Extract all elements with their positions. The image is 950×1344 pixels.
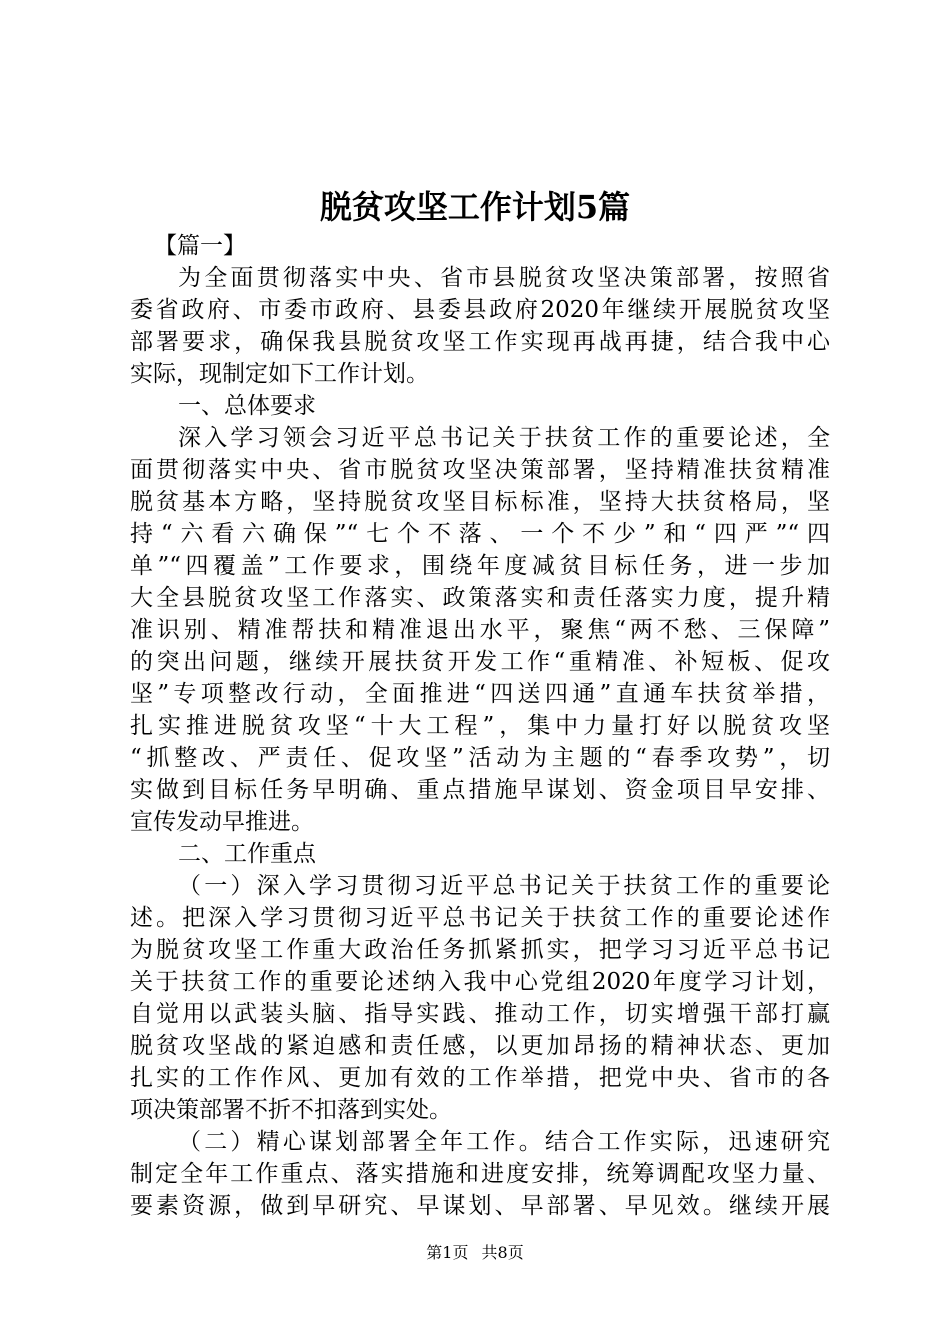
text-line: （一）深入学习贯彻习近平总书记关于扶贫工作的重要论 — [178, 873, 830, 899]
text-line: 二、工作重点 — [178, 841, 316, 867]
text-line: 单”“四覆盖”工作要求，围绕年度减贫目标任务，进一步加 — [130, 553, 830, 579]
text-line: 【篇一】 — [154, 233, 246, 259]
text-line: 大全县脱贫攻坚工作落实、政策落实和责任落实力度，提升精 — [130, 585, 830, 611]
text-line: 实做到目标任务早明确、重点措施早谋划、资金项目早安排、 — [130, 777, 830, 803]
document-body — [130, 230, 830, 1222]
page-number: 第1页 — [426, 1243, 469, 1262]
text-line: （二）精心谋划部署全年工作。结合工作实际，迅速研究 — [178, 1129, 830, 1155]
text-line: 的突出问题，继续开展扶贫开发工作“重精准、补短板、促攻 — [130, 649, 830, 675]
text-line: 要素资源，做到早研究、早谋划、早部署、早见效。继续开展 — [130, 1193, 830, 1219]
text-line: “抓整改、严责任、促攻坚”活动为主题的“春季攻势”，切 — [130, 745, 830, 771]
page-total: 共8页 — [481, 1243, 524, 1262]
text-line: 为脱贫攻坚工作重大政治任务抓紧抓实，把学习习近平总书记 — [130, 937, 830, 963]
page-footer — [0, 1242, 950, 1264]
text-line: 坚”专项整改行动，全面推进“四送四通”直通车扶贫举措， — [130, 681, 830, 707]
document-title: 脱贫攻坚工作计划5篇 — [319, 188, 631, 226]
text-line: 准识别、精准帮扶和精准退出水平，聚焦“两不愁、三保障” — [130, 617, 830, 643]
text-line: 面贯彻落实中央、省市脱贫攻坚决策部署，坚持精准扶贫精准 — [130, 457, 830, 483]
text-line: 扎实推进脱贫攻坚“十大工程”，集中力量打好以脱贫攻坚 — [130, 713, 830, 739]
text-line: 为全面贯彻落实中央、省市县脱贫攻坚决策部署，按照省 — [178, 265, 830, 291]
text-line: 关于扶贫工作的重要论述纳入我中心党组2020年度学习计划， — [130, 969, 830, 995]
text-line: 扎实的工作作风、更加有效的工作举措，把党中央、省市的各 — [130, 1065, 830, 1091]
text-line: 宣传发动早推进。 — [130, 809, 314, 835]
text-line: 深入学习领会习近平总书记关于扶贫工作的重要论述，全 — [178, 425, 830, 451]
text-line: 一、总体要求 — [178, 393, 316, 419]
text-line: 委省政府、市委市政府、县委县政府2020年继续开展脱贫攻坚 — [130, 297, 830, 323]
text-line: 自觉用以武装头脑、指导实践、推动工作，切实增强干部打赢 — [130, 1001, 830, 1027]
text-line: 制定全年工作重点、落实措施和进度安排，统筹调配攻坚力量、 — [130, 1161, 830, 1187]
text-line: 部署要求，确保我县脱贫攻坚工作实现再战再捷，结合我中心 — [130, 329, 830, 355]
text-line: 持“六看六确保”“七个不落、一个不少”和“四严”“四 — [130, 521, 830, 547]
text-line: 述。把深入学习贯彻习近平总书记关于扶贫工作的重要论述作 — [130, 905, 830, 931]
text-line: 脱贫攻坚战的紧迫感和责任感，以更加昂扬的精神状态、更加 — [130, 1033, 830, 1059]
text-line: 项决策部署不折不扣落到实处。 — [130, 1097, 452, 1123]
text-line: 脱贫基本方略，坚持脱贫攻坚目标标准，坚持大扶贫格局，坚 — [130, 489, 830, 515]
text-line: 实际，现制定如下工作计划。 — [130, 361, 429, 387]
